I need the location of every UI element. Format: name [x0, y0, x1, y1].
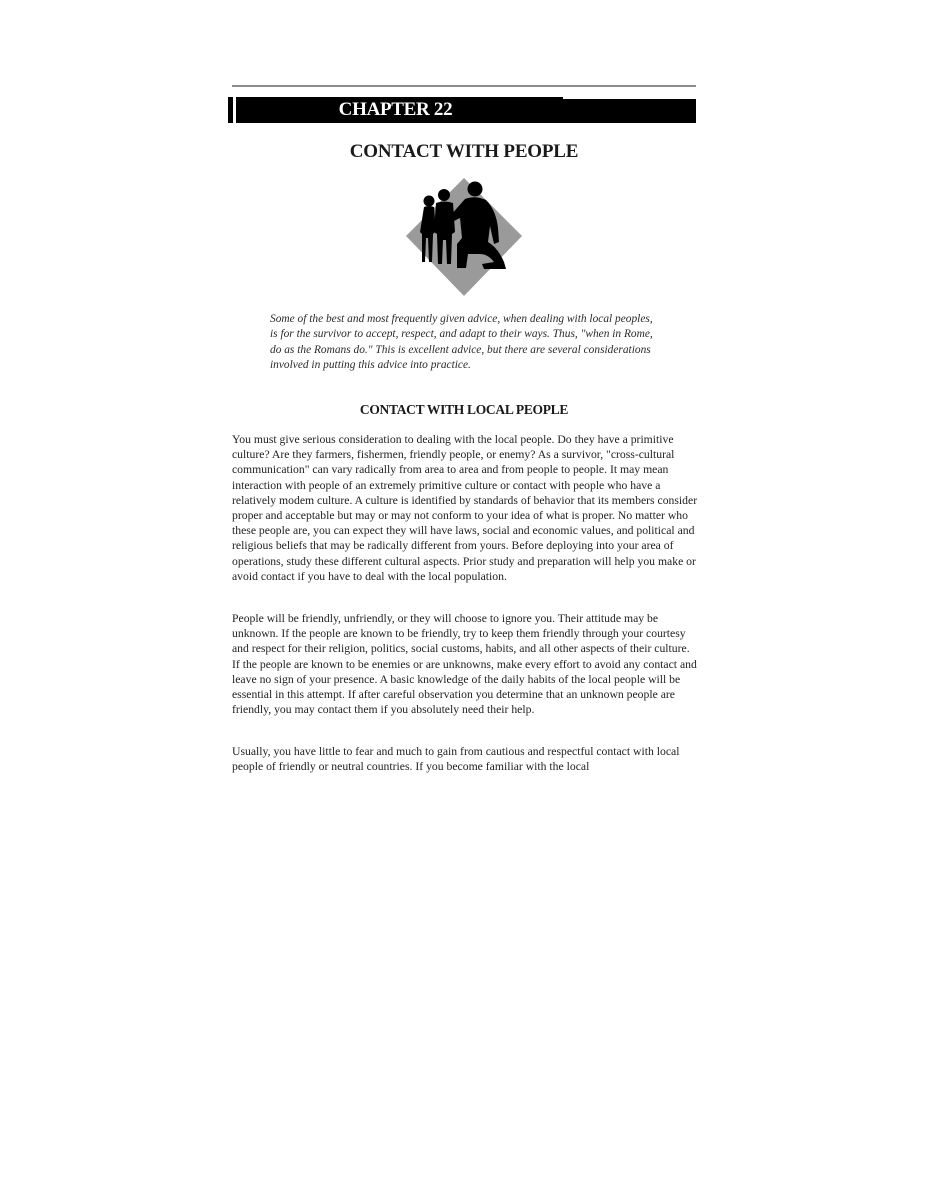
chapter-banner	[228, 97, 696, 123]
section-heading: CONTACT WITH LOCAL PEOPLE	[359, 402, 569, 417]
body-paragraph: Usually, you have little to fear and much to gain from cautious and respectful contact with local people of friendly or neutral countries. If you become familiar with the local	[232, 745, 680, 774]
body-paragraph: People will be friendly, unfriendly, or they will choose to ignore you. Their attitude may be unknown. If the people are known to be friendly, try to keep them friendly through your courtesy and respect for their religion, politics, social customs, habits, and all other aspects of their culture. If the people are known to be enemies or are unknowns, make every effort to avoid any contact and leave no sign of your presence. A basic knowledge of the daily habits of the local people will be essential in this attempt. If after careful observation you determine that an unknown people are friendly, you may contact them if you absolutely need their help.	[232, 612, 697, 717]
top-rule	[232, 85, 696, 87]
chapter-label: CHAPTER 22	[338, 99, 453, 120]
family-silhouette-diamond-icon	[402, 176, 526, 298]
body-paragraph: You must give serious consideration to dealing with the local people. Do they have a primitive culture? Are they farmers, fishermen, friendly people, or enemy? As a survivor, "cross-cultural communication" can vary radically from area to area and from people to people. It may mean interaction with people of an extremely primitive culture or contact with people who have a relatively modem culture. A culture is identified by standards of behavior that its members consider proper and acceptable but may or may not conform to your idea of what is proper. No matter who these people are, you can expect they will have laws, social and economic values, and political and religious beliefs that may be radically different from yours. Before deploying into your area of operations, study these different cultural aspects. Prior study and preparation will help you make or avoid contact if you have to deal with the local population.	[232, 433, 698, 583]
banner-step	[563, 97, 696, 99]
chapter-title: CONTACT WITH PEOPLE	[349, 141, 579, 162]
chapter-intro: Some of the best and most frequently given advice, when dealing with local peoples, is for the survivor to accept, respect, and adapt to their ways. Thus, "when in Rome, do as the Romans do." This is excellent advice, but there are several considerations involved in putting this advice into practice.	[270, 313, 653, 371]
